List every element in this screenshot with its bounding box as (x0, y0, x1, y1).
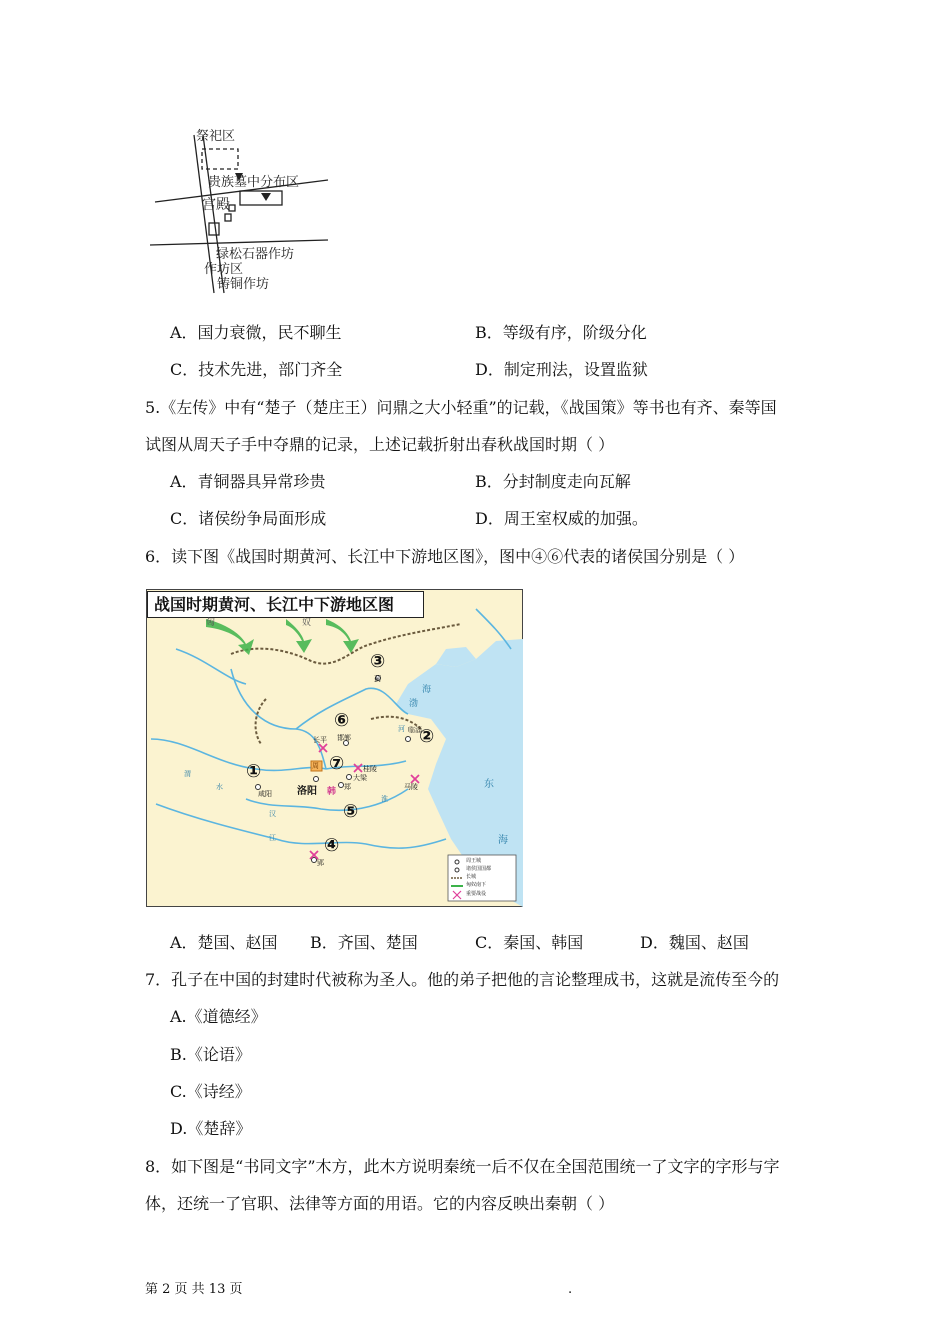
q8-stem-line2: 体，还统一了官职、法律等方面的用语。它的内容反映出秦朝（ ） (145, 1194, 615, 1213)
page-number: 第 2 页 共 13 页 (145, 1282, 243, 1297)
map-marker-5: ⑤ (343, 801, 359, 822)
q4-option-a: A．国力衰微，民不聊生 (170, 323, 342, 342)
legend-great-wall: 长城 (466, 874, 477, 880)
q7-option-d: D.《楚辞》 (170, 1119, 252, 1138)
legend-zhou-city: 周王城 (466, 858, 482, 864)
map-city-zheng: 郑 (344, 783, 351, 791)
map-label-dong: 东 (484, 779, 494, 790)
q4-option-c: C．技术先进，部门齐全 (170, 360, 343, 379)
map-marker-3: ③ (370, 651, 386, 672)
q6-stem: 6．读下图《战国时期黄河、长江中下游地区图》，图中④⑥代表的诸侯国分别是（ ） (145, 547, 745, 566)
map-marker-7: ⑦ (329, 753, 345, 774)
q5-option-d: D．周王室权威的加强。 (475, 509, 648, 528)
map-city-linzi: 临淄 (408, 726, 422, 734)
map-city-xianyang: 咸阳 (258, 790, 272, 798)
legend-xiongnu: 匈奴南下 (466, 882, 487, 888)
map-city-changping: 长平 (313, 736, 327, 744)
map-label-huai: 淮 (381, 795, 388, 803)
q7-option-a: A.《道德经》 (170, 1007, 267, 1026)
legend-battle: 重要战役 (466, 891, 487, 897)
map-label-hai2: 海 (498, 835, 508, 846)
q6-option-c: C．秦国、韩国 (475, 933, 584, 952)
map-label-xiong: 匈 (206, 618, 216, 628)
label-turquoise-workshop: 绿松石器作坊 (216, 247, 295, 262)
label-palace: 宫殿 (202, 197, 230, 213)
footer-dot: . (568, 1282, 573, 1297)
q5-stem-line2: 试图从周天子手中夺鼎的记录，上述记载折射出春秋战国时期（ ） (145, 435, 615, 454)
map-label-zhou: 周 (312, 762, 319, 770)
map-marker-6: ⑥ (334, 710, 350, 731)
q5-option-a: A．青铜器具异常珍贵 (170, 472, 326, 491)
q7-stem: 7．孔子在中国的封建时代被称为圣人。他的弟子把他的言论整理成书，这就是流传至今的 (145, 970, 780, 989)
map-marker-1: ① (246, 761, 262, 782)
map-city-maling: 马陵 (404, 783, 418, 791)
map-city-handan: 邯郸 (337, 734, 351, 742)
map-label-shui: 水 (216, 783, 223, 791)
q6-option-a: A．楚国、赵国 (170, 933, 278, 952)
label-bronze-workshop: 铸铜作坊 (217, 277, 270, 292)
map-label-wei: 渭 (184, 770, 191, 778)
label-noble-tombs: 贵族墓中分布区 (208, 175, 300, 190)
map-city-luoyang: 洛阳 (297, 786, 317, 797)
q4-option-b: B．等级有序，阶级分化 (475, 323, 647, 342)
q6-option-d: D．魏国、赵国 (640, 933, 749, 952)
map-label-hai1: 海 (422, 685, 432, 695)
q7-option-b: B.《论语》 (170, 1045, 251, 1064)
q6-option-b: B．齐国、楚国 (310, 933, 418, 952)
q5-stem-line1: 5.《左传》中有“楚子（楚庄王）问鼎之大小轻重”的记载，《战国策》等书也有齐、秦等国 (145, 398, 777, 417)
map-city-daliang: 大梁 (353, 774, 367, 782)
map-city-guiling: 桂陵 (363, 765, 377, 773)
map-marker-2: ② (419, 726, 435, 747)
map-city-ying: 郢 (317, 859, 324, 867)
legend-capital: 诸侯国国都 (466, 866, 492, 872)
q8-stem-line1: 8．如下图是“书同文字”木方，此木方说明秦统一后不仅在全国范围统一了文字的字形与字 (145, 1157, 780, 1176)
q5-option-c: C．诸侯纷争局面形成 (170, 509, 327, 528)
warring-states-map (146, 589, 523, 907)
map-marker-4: ④ (324, 835, 340, 856)
q7-option-c: C.《诗经》 (170, 1082, 251, 1101)
map-city-ji: 蓟 (374, 675, 381, 683)
map-label-han-river: 汉 (269, 810, 276, 818)
map-label-bo: 渤 (409, 699, 419, 709)
q4-option-d: D．制定刑法，设置监狱 (475, 360, 648, 379)
label-workshop-area: 作坊区 (204, 262, 244, 277)
map-title: 战国时期黄河、长江中下游地区图 (154, 595, 395, 614)
map-label-nu: 奴 (302, 618, 312, 628)
map-label-han-state: 韩 (327, 787, 337, 797)
label-sacrifice-area: 祭祀区 (196, 129, 236, 144)
map-label-he: 河 (398, 725, 405, 733)
map-label-jiang: 江 (269, 834, 276, 842)
q5-option-b: B．分封制度走向瓦解 (475, 472, 631, 491)
